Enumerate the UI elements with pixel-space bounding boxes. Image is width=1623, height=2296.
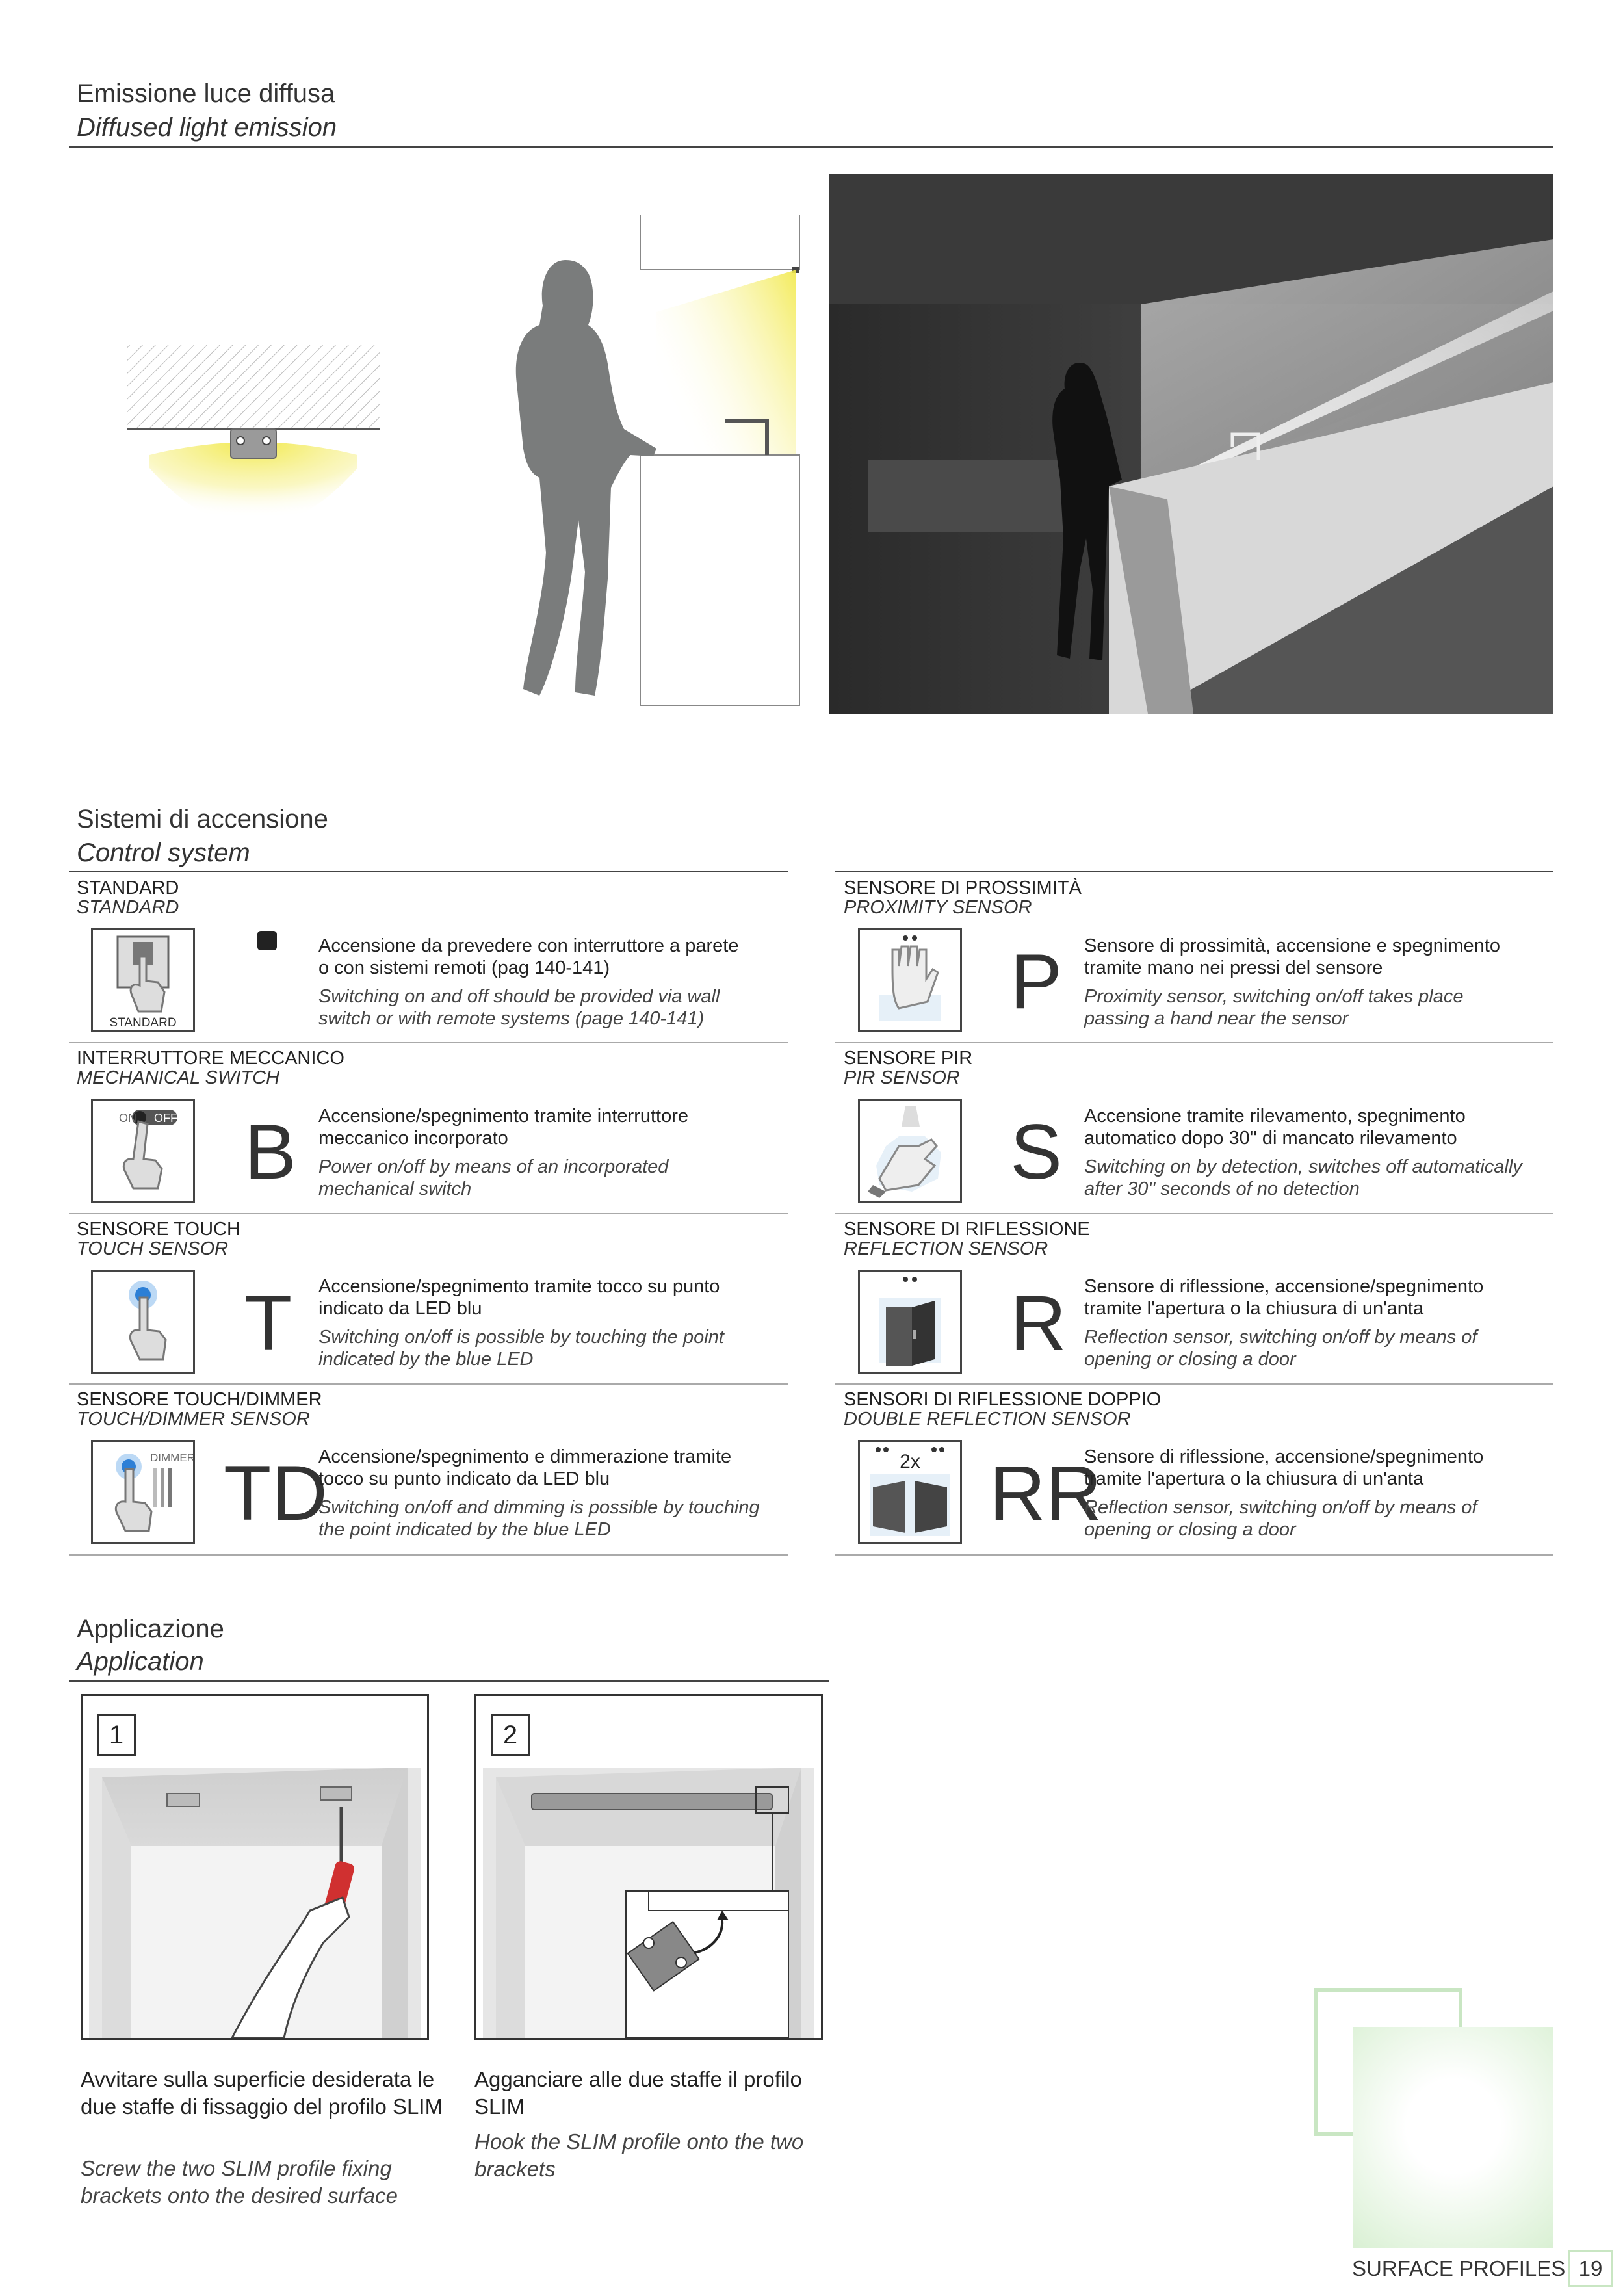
step-2-number: 2 [491, 1714, 530, 1756]
kitchen-silhouette-illustration [468, 215, 806, 709]
dimmer-sensor-icon [91, 1440, 195, 1544]
control-divider [69, 1383, 788, 1385]
pir-sensor-icon [858, 1099, 962, 1203]
touch-code: T [244, 1279, 292, 1366]
control-divider [69, 1213, 788, 1214]
control-reflection-name-it: SENSORE DI RIFLESSIONE [844, 1219, 1090, 1240]
control-proximity-name-it: SENSORE DI PROSSIMITÀ [844, 878, 1082, 898]
control-double-reflection-desc-en: Reflection sensor, switching on/off by means of opening or closing a door [1084, 1497, 1477, 1540]
control-reflection-desc-it: Sensore di riflessione, accensione/spegnimento tramite l'apertura o la chiusura di un'anta [1084, 1276, 1484, 1319]
double-reflection-sensor-icon [858, 1440, 962, 1544]
control-divider [835, 1042, 1553, 1043]
control-dimmer-name-it: SENSORE TOUCH/DIMMER [77, 1389, 322, 1410]
standard-dot-symbol [257, 931, 277, 950]
control-rule-right [835, 871, 1553, 872]
control-divider [835, 1383, 1553, 1385]
control-standard-desc-it: Accensione da prevedere con interruttore a parete o con sistemi remoti (pag 140-141) [318, 935, 739, 978]
control-touch-desc-it: Accensione/spegnimento tramite tocco su punto indicato da LED blu [318, 1276, 720, 1319]
mechanical-on-label: ON [119, 1112, 136, 1125]
header-rule [69, 146, 1553, 148]
control-proximity-desc-it: Sensore di prossimità, accensione e spegnimento tramite mano nei pressi del sensore [1084, 935, 1500, 978]
mechanical-switch-icon [91, 1099, 195, 1203]
pir-code: S [1010, 1108, 1063, 1195]
control-divider [69, 1042, 788, 1043]
control-proximity-name-en: PROXIMITY SENSOR [844, 897, 1032, 918]
control-standard-name-en: STANDARD [77, 897, 179, 918]
reflection-code: R [1010, 1279, 1067, 1366]
step-2-text-it: Agganciare alle due staffe il profilo SLIM [474, 2067, 802, 2119]
step-2-text-en: Hook the SLIM profile onto the two brackets [474, 2130, 804, 2181]
control-reflection-desc-en: Reflection sensor, switching on/off by means of opening or closing a door [1084, 1327, 1477, 1370]
control-pir-name-it: SENSORE PIR [844, 1048, 973, 1069]
proximity-sensor-icon [858, 928, 962, 1032]
control-double-reflection-name-it: SENSORI DI RIFLESSIONE DOPPIO [844, 1389, 1162, 1410]
control-divider [835, 1213, 1553, 1214]
control-touch-desc-en: Switching on/off is possible by touching the point indicated by the blue LED [318, 1327, 724, 1370]
profile-section-illustration [123, 338, 396, 585]
application-title-en: Application [77, 1647, 204, 1676]
header-title-it: Emissione luce diffusa [77, 79, 335, 108]
control-standard-name-it: STANDARD [77, 878, 179, 898]
control-dimmer-name-en: TOUCH/DIMMER SENSOR [77, 1409, 310, 1429]
control-double-reflection-name-en: DOUBLE REFLECTION SENSOR [844, 1409, 1131, 1429]
control-reflection-name-en: REFLECTION SENSOR [844, 1238, 1048, 1259]
control-mechanical-name-en: MECHANICAL SWITCH [77, 1067, 280, 1088]
dimmer-icon-label: DIMMER [150, 1452, 193, 1464]
control-title-en: Control system [77, 839, 250, 867]
control-pir-desc-en: Switching on by detection, switches off automatically after 30'' seconds of no detection [1084, 1156, 1522, 1199]
control-mechanical-name-it: INTERRUTTORE MECCANICO [77, 1048, 344, 1069]
step-1-illustration [81, 1694, 429, 2040]
step-1-number: 1 [97, 1714, 136, 1756]
control-mechanical-desc-it: Accensione/spegnimento tramite interruttore meccanico incorporato [318, 1106, 689, 1149]
step-2-illustration [474, 1694, 823, 2040]
decor-green-square-fill [1353, 2027, 1553, 2248]
double-reflection-icon-label: 2x [900, 1451, 920, 1472]
control-proximity-desc-en: Proximity sensor, switching on/off takes place passing a hand near the sensor [1084, 986, 1464, 1029]
control-double-reflection-desc-it: Sensore di riflessione, accensione/spegnimento tramite l'apertura o la chiusura di un'anta [1084, 1446, 1484, 1489]
application-title-it: Applicazione [77, 1615, 224, 1643]
footer-page-number: 19 [1568, 2250, 1613, 2287]
control-mechanical-desc-en: Power on/off by means of an incorporated mechanical switch [318, 1156, 669, 1199]
step-1-text-it: Avvitare sulla superficie desiderata le due staffe di fissaggio del profilo SLIM [81, 2067, 443, 2119]
control-divider [69, 1554, 788, 1556]
control-dimmer-desc-it: Accensione/spegnimento e dimmerazione tramite tocco su punto indicato da LED blu [318, 1446, 732, 1489]
double-reflection-code: RR [989, 1450, 1102, 1537]
control-standard-desc-en: Switching on and off should be provided via wall switch or with remote systems (page 140-141) [318, 986, 720, 1029]
mechanical-off-label: OFF [154, 1112, 177, 1125]
control-touch-name-it: SENSORE TOUCH [77, 1219, 240, 1240]
dimmer-code: TD [224, 1450, 328, 1537]
control-dimmer-desc-en: Switching on/off and dimming is possible by touching the point indicated by the blue LED [318, 1497, 760, 1540]
standard-icon-label: STANDARD [109, 1016, 177, 1030]
standard-switch-icon [91, 928, 195, 1032]
header-title-en: Diffused light emission [77, 113, 337, 142]
reflection-sensor-icon [858, 1270, 962, 1374]
control-touch-name-en: TOUCH SENSOR [77, 1238, 229, 1259]
proximity-code: P [1010, 938, 1063, 1025]
touch-sensor-icon [91, 1270, 195, 1374]
step-1-text-en: Screw the two SLIM profile fixing brackets onto the desired surface [81, 2156, 398, 2208]
kitchen-photo [829, 174, 1553, 714]
control-title-it: Sistemi di accensione [77, 805, 328, 833]
control-rule-left [69, 871, 788, 872]
control-divider [835, 1554, 1553, 1556]
mechanical-code: B [244, 1108, 297, 1195]
control-pir-desc-it: Accensione tramite rilevamento, spegnimento automatico dopo 30'' di mancato rilevamento [1084, 1106, 1466, 1149]
control-pir-name-en: PIR SENSOR [844, 1067, 960, 1088]
footer-section-label: SURFACE PROFILES [1352, 2256, 1566, 2280]
application-rule [69, 1680, 829, 1682]
